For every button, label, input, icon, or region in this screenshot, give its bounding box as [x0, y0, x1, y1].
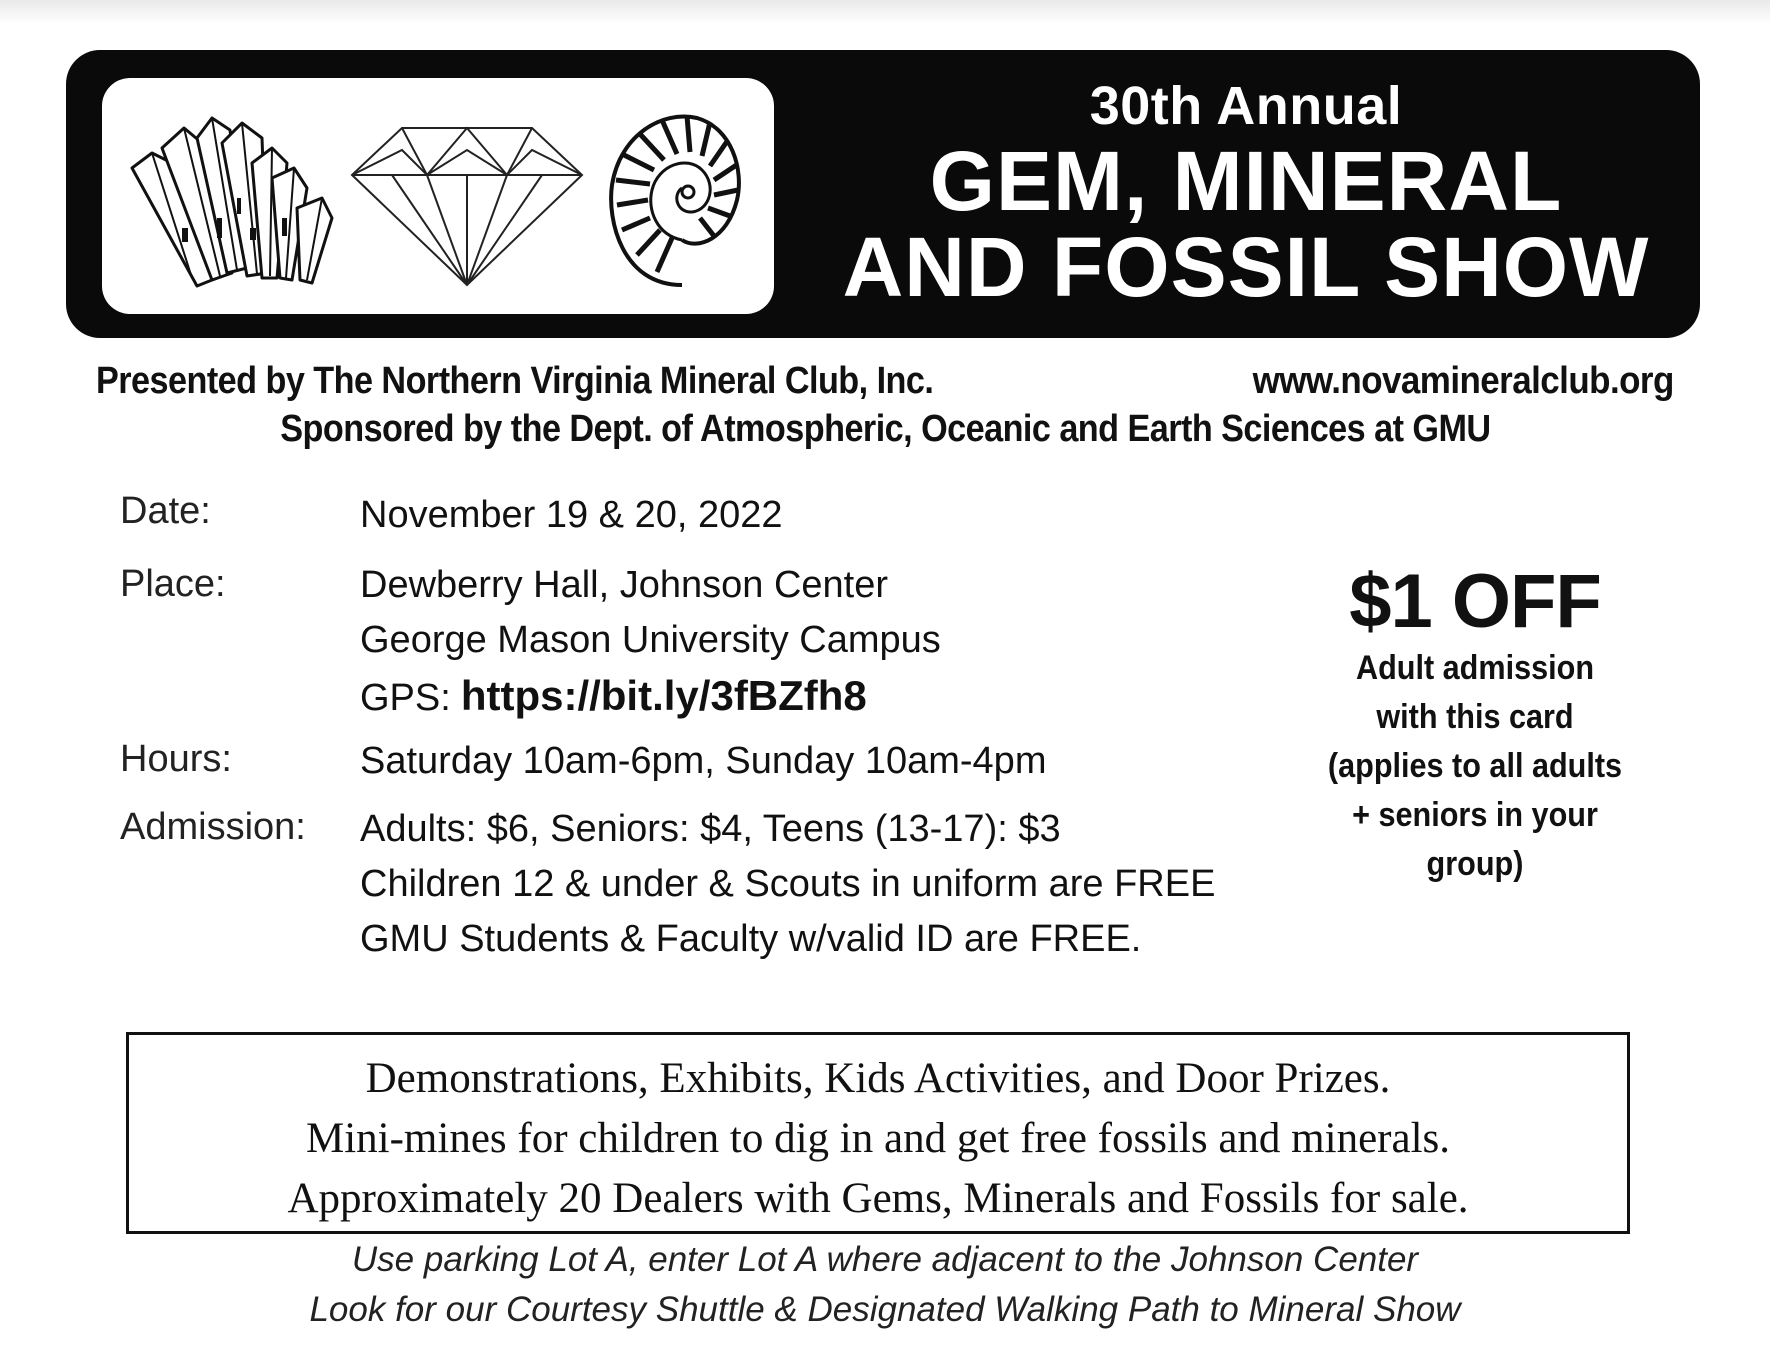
- coupon-line-4: + seniors in your: [1352, 796, 1598, 834]
- title-line-2: AND FOSSIL SHOW: [842, 220, 1650, 314]
- admission-line-3: GMU Students & Faculty w/valid ID are FREE.: [360, 918, 1142, 960]
- discount-price: $1 OFF: [1349, 559, 1601, 644]
- date-value: November 19 & 20, 2022: [360, 494, 783, 536]
- place-line-1: Dewberry Hall, Johnson Center: [360, 564, 889, 606]
- ammonite-fossil-icon: [602, 100, 747, 295]
- admission-line-2: Children 12 & under & Scouts in uniform are FREE: [360, 863, 1216, 905]
- place-line-2: George Mason University Campus: [360, 619, 941, 661]
- discount-coupon: [1290, 560, 1660, 889]
- crystal-cluster-icon: [122, 108, 347, 288]
- parking-line-1: Use parking Lot A, enter Lot A where adjacent to the Johnson Center: [351, 1240, 1419, 1279]
- sponsored-by: [0, 408, 1770, 451]
- art-panel: [102, 78, 774, 314]
- annual-label: 30th Annual: [1089, 76, 1403, 136]
- features-box: [126, 1032, 1630, 1234]
- top-fade: [0, 0, 1770, 24]
- parking-line-2: Look for our Courtesy Shuttle & Designated Walking Path to Mineral Show: [309, 1290, 1461, 1329]
- sponsored-text: Sponsored by the Dept. of Atmospheric, Oceanic and Earth Sciences at GMU: [279, 408, 1491, 450]
- hours-label: Hours:: [120, 738, 232, 780]
- date-label: Date:: [120, 490, 211, 532]
- coupon-line-5: group): [1426, 845, 1524, 883]
- gps-line: [360, 668, 867, 726]
- diamond-icon: [347, 120, 587, 290]
- coupon-line-1: Adult admission: [1355, 649, 1595, 687]
- title-line-1: GEM, MINERAL: [929, 134, 1563, 228]
- coupon-line-3: (applies to all adults: [1327, 747, 1623, 785]
- feature-line: Mini-mines for children to dig in and get free fossils and minerals.: [305, 1115, 1450, 1162]
- header-banner: [66, 50, 1700, 338]
- feature-line: Approximately 20 Dealers with Gems, Minerals and Fossils for sale.: [287, 1175, 1469, 1222]
- place-label: Place:: [120, 563, 226, 605]
- hours-value: Saturday 10am-6pm, Sunday 10am-4pm: [360, 740, 1047, 782]
- admission-label: Admission:: [120, 806, 306, 848]
- gps-link[interactable]: https://bit.ly/3fBZfh8: [460, 672, 867, 719]
- gps-label: GPS:: [360, 677, 451, 719]
- coupon-line-2: with this card: [1376, 698, 1574, 736]
- feature-line: Demonstrations, Exhibits, Kids Activities, and Door Prizes.: [365, 1055, 1391, 1102]
- show-title: [806, 74, 1686, 314]
- website-link[interactable]: www.novamineralclub.org: [1252, 360, 1674, 402]
- admission-line-1: Adults: $6, Seniors: $4, Teens (13-17): $3: [360, 808, 1061, 850]
- presented-by: Presented by The Northern Virginia Mineral Club, Inc.: [96, 360, 934, 402]
